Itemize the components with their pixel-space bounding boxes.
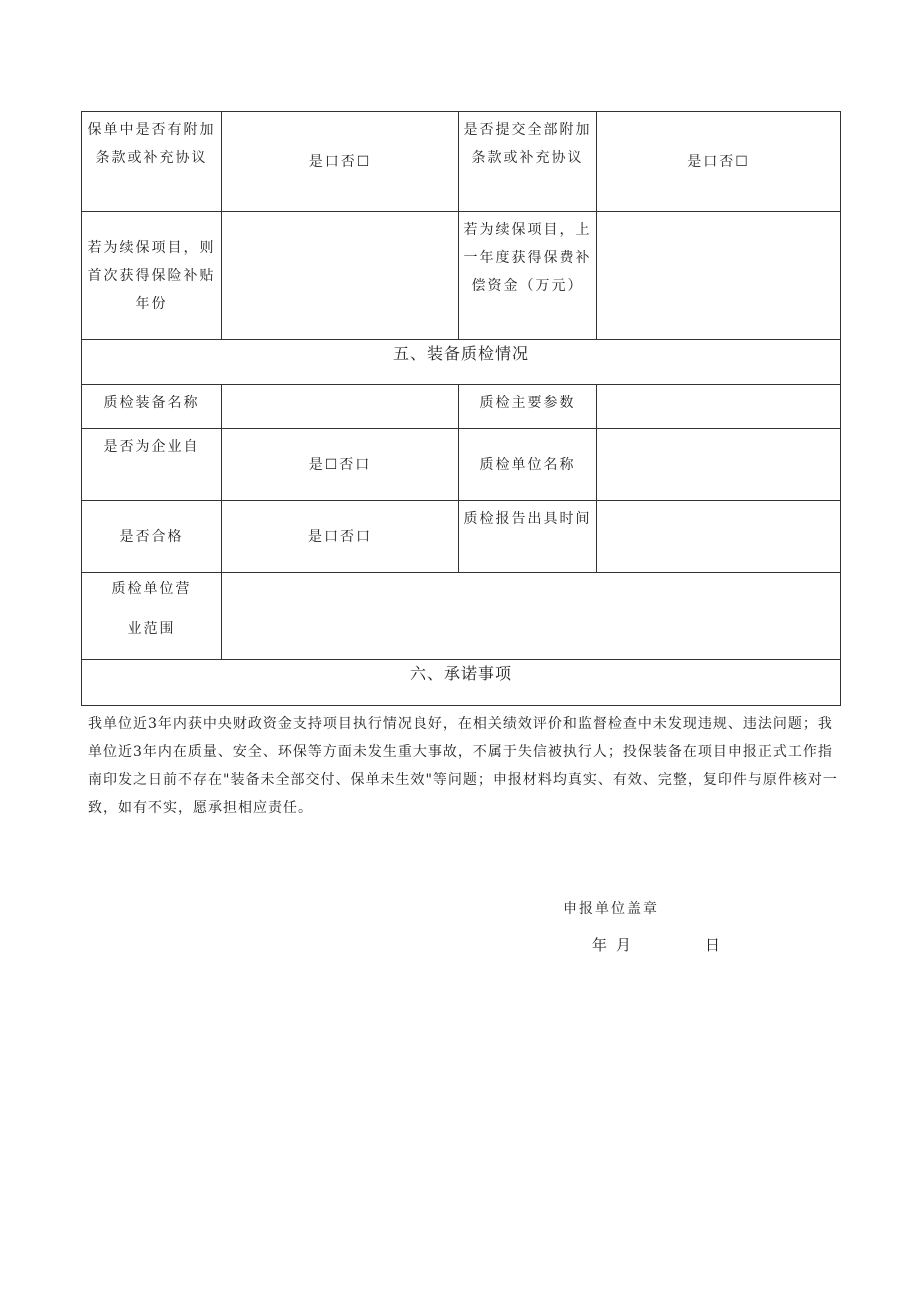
- qc-self-label: 是否为企业自: [82, 429, 222, 501]
- qc-pass-value[interactable]: 是口否口: [222, 501, 459, 573]
- qc-equipment-name-label: 质检装备名称: [82, 385, 222, 429]
- section6-title: 六、承诺事项: [82, 660, 841, 706]
- last-year-compensation-label: 若为续保项目，上一年度获得保费补偿资金（万元）: [459, 212, 597, 340]
- qc-scope-label-line2: 业范围: [127, 621, 176, 637]
- first-subsidy-year-label: 若为续保项目，则首次获得保险补贴年份: [82, 212, 222, 340]
- qc-main-params-label: 质检主要参数: [459, 385, 597, 429]
- submitted-all-clause-value[interactable]: 是口否☐: [597, 112, 841, 212]
- qc-unit-name-label: 质检单位名称: [459, 429, 597, 501]
- qc-self-value[interactable]: 是☐否口: [222, 429, 459, 501]
- section5-header-row: [82, 340, 841, 385]
- qc-scope-value[interactable]: [222, 573, 841, 660]
- form-row-supplementary: [82, 112, 841, 212]
- qc-row-pass: [82, 501, 841, 573]
- first-subsidy-year-value[interactable]: [222, 212, 459, 340]
- section6-header-row: [82, 660, 841, 706]
- commitment-text: 我单位近3年内获中央财政资金支持项目执行情况良好，在相关绩效评价和监督检查中未发现违规、违法问题；我单位近3年内在质量、安全、环保等方面未发生重大事故，不属于失信被执行人；投保装备在项目申报正式工作指南印发之日前不存在"装备未全部交付、保单未生效"等问题；申报材料均真实、有效、完整，复印件与原件核对一致，如有不实，愿承担相应责任。: [88, 716, 838, 816]
- qc-row-scope: [82, 573, 841, 660]
- supplementary-clause-label: 保单中是否有附加条款或补充协议: [82, 112, 222, 212]
- date-month: 月: [616, 936, 632, 954]
- qc-scope-label-line1: 质检单位营: [111, 581, 192, 597]
- qc-equipment-name-value[interactable]: [222, 385, 459, 429]
- last-year-compensation-value[interactable]: [597, 212, 841, 340]
- qc-row-self: [82, 429, 841, 501]
- submitted-all-clause-label: 是否提交全部附加条款或补充协议: [459, 112, 597, 212]
- date-year: 年: [592, 936, 608, 954]
- qc-report-date-label: 质检报告出具时间: [459, 501, 597, 573]
- qc-report-date-value[interactable]: [597, 501, 841, 573]
- qc-pass-label: 是否合格: [82, 501, 222, 573]
- qc-scope-label: [82, 573, 222, 660]
- form-row-renewal: [82, 212, 841, 340]
- seal-label: 申报单位盖章: [563, 901, 659, 917]
- application-form-table: [81, 111, 841, 706]
- qc-main-params-value[interactable]: [597, 385, 841, 429]
- supplementary-clause-value[interactable]: 是口否☐: [222, 112, 459, 212]
- date-day: 日: [705, 936, 721, 954]
- qc-row-equipment: [82, 385, 841, 429]
- qc-unit-name-value[interactable]: [597, 429, 841, 501]
- section5-title: 五、装备质检情况: [82, 340, 841, 385]
